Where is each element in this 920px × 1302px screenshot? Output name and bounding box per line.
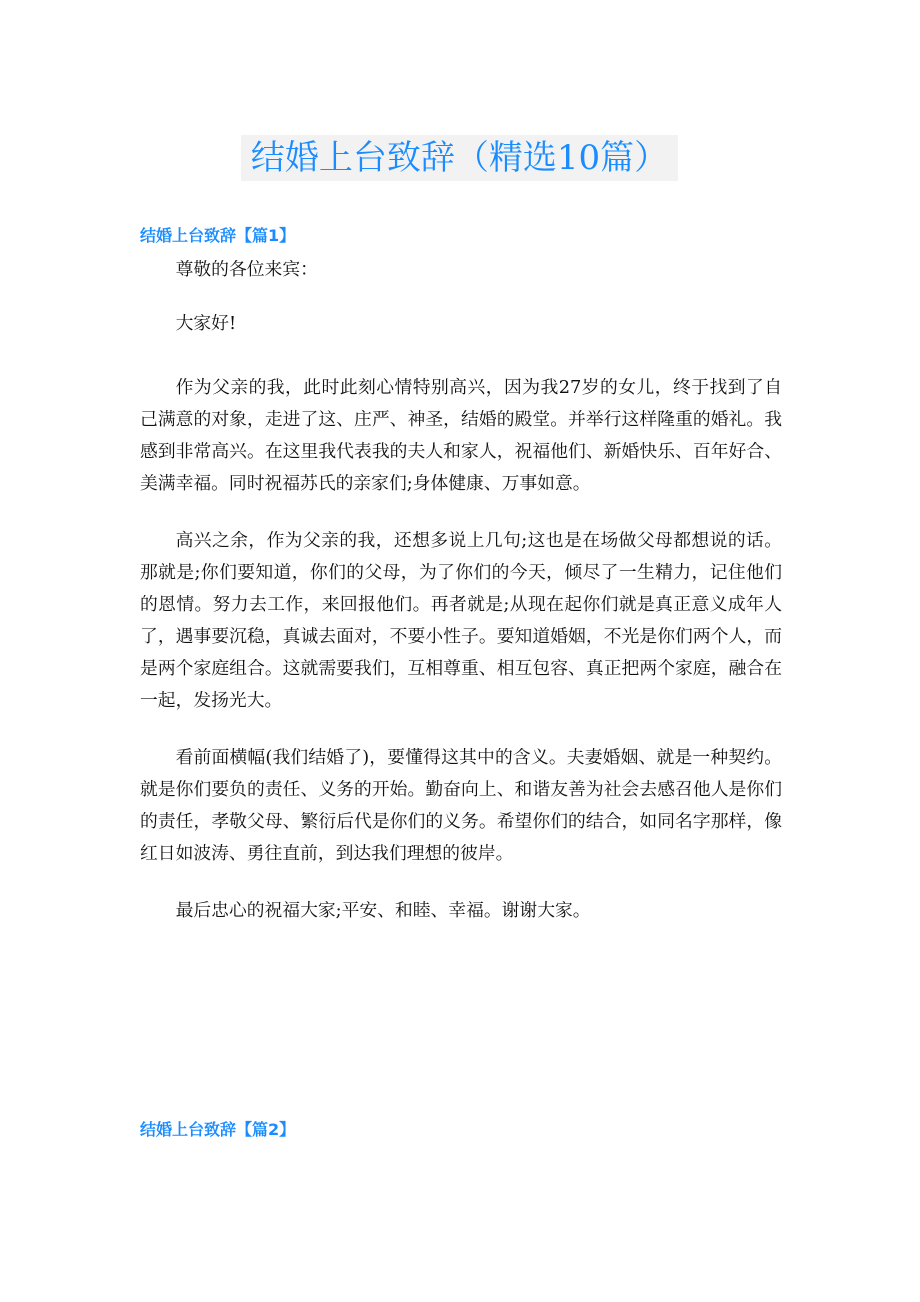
paragraph: 最后忠心的祝福大家;平安、和睦、幸福。谢谢大家。 (175, 900, 591, 921)
section-heading-1: 结婚上台致辞【篇1】 (140, 226, 296, 245)
paragraph: 尊敬的各位来宾： (175, 259, 318, 280)
paragraph: 高兴之余，作为父亲的我，还想多说上几句;这也是在场做父母都想说的话。那就是;你们要知道，你们的父母，为了你们的今天，倾尽了一生精力，记住他们的恩情。努力去工作，来回报他们。再者就是;从现在起你们就是真正意义成年人了，遇事要沉稳，真诚去面对，不要小性子。要知道婚姻，不光是你们两个人，而是两个家庭组合。这就需要我们，互相尊重、相互包容、真正把两个家庭，融合在一起，发扬光大。 (140, 530, 782, 711)
section-heading-2: 结婚上台致辞【篇2】 (140, 1120, 296, 1139)
paragraph: 看前面横幅(我们结婚了)，要懂得这其中的含义。夫妻婚姻、就是一种契约。就是你们要负的责任、义务的开始。勤奋向上、和谐友善为社会去感召他人是你们的责任，孝敬父母、繁衍后代是你们的义务。希望你们的结合，如同名字那样，像红日如波涛、勇往直前，到达我们理想的彼岸。 (140, 747, 782, 864)
paragraph: 作为父亲的我，此时此刻心情特别高兴，因为我27岁的女儿，终于找到了自己满意的对象，走进了这、庄严、神圣，结婚的殿堂。并举行这样隆重的婚礼。我感到非常高兴。在这里我代表我的夫人和家人，祝福他们、新婚快乐、百年好合、美满幸福。同时祝福苏氏的亲家们;身体健康、万事如意。 (140, 377, 782, 494)
document-title: 结婚上台致辞（精选10篇） (241, 135, 678, 181)
paragraph: 大家好! (175, 313, 237, 334)
section-body-1 (140, 254, 782, 949)
